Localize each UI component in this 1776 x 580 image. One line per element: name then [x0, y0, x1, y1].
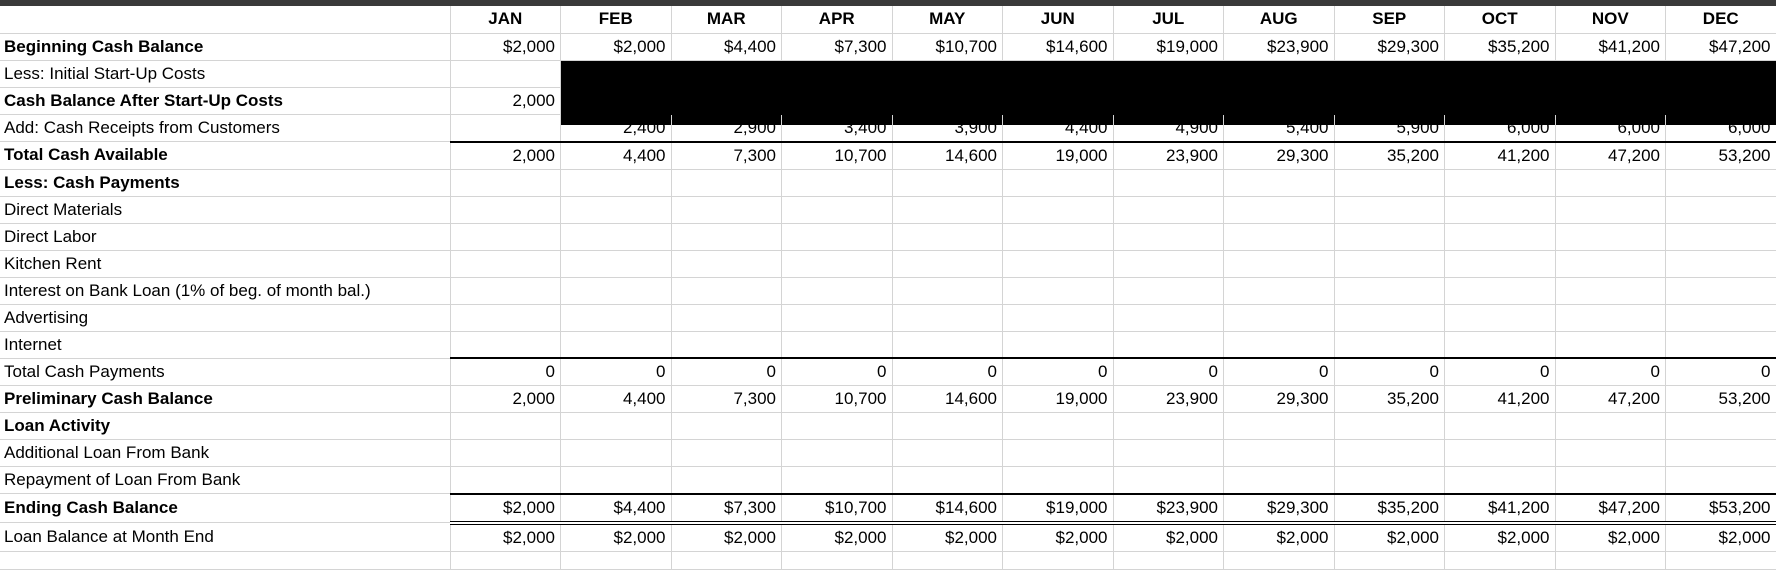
- cell-apr[interactable]: [782, 60, 893, 87]
- empty-cell[interactable]: [561, 551, 672, 569]
- cell-apr[interactable]: [782, 87, 893, 114]
- cell-apr[interactable]: [782, 169, 893, 196]
- cell-feb[interactable]: [561, 277, 672, 304]
- cell-jan[interactable]: [450, 223, 561, 250]
- month-header-dec[interactable]: DEC: [1666, 6, 1776, 33]
- cell-jan[interactable]: $2,000: [450, 523, 561, 552]
- cell-may[interactable]: 0: [892, 358, 1003, 386]
- cell-jun[interactable]: $19,000: [1003, 494, 1114, 523]
- cell-mar[interactable]: [671, 440, 782, 467]
- cell-mar[interactable]: [671, 304, 782, 331]
- row-label[interactable]: Ending Cash Balance: [0, 494, 450, 523]
- cell-jun[interactable]: [1003, 250, 1114, 277]
- cell-jan[interactable]: [450, 60, 561, 87]
- cell-jun[interactable]: $14,600: [1003, 33, 1114, 60]
- cell-sep[interactable]: [1334, 196, 1445, 223]
- cell-aug[interactable]: [1224, 304, 1335, 331]
- cell-jul[interactable]: [1113, 467, 1224, 494]
- month-header-apr[interactable]: APR: [782, 6, 893, 33]
- cell-jun[interactable]: [1003, 277, 1114, 304]
- cell-may[interactable]: 14,600: [892, 142, 1003, 170]
- month-header-may[interactable]: MAY: [892, 6, 1003, 33]
- cell-may[interactable]: [892, 60, 1003, 87]
- row-label[interactable]: Direct Labor: [0, 223, 450, 250]
- cell-jan[interactable]: [450, 169, 561, 196]
- cell-mar[interactable]: [671, 169, 782, 196]
- cell-jan[interactable]: $2,000: [450, 494, 561, 523]
- cell-mar[interactable]: [671, 277, 782, 304]
- cell-may[interactable]: $14,600: [892, 494, 1003, 523]
- row-label[interactable]: Internet: [0, 331, 450, 358]
- cell-dec[interactable]: $2,000: [1666, 523, 1776, 552]
- row-total-cash-payments: [0, 358, 1776, 386]
- cell-jul[interactable]: [1113, 304, 1224, 331]
- cell-jul[interactable]: 0: [1113, 358, 1224, 386]
- cell-oct[interactable]: [1445, 223, 1556, 250]
- empty-cell[interactable]: [1113, 551, 1224, 569]
- cell-nov[interactable]: [1555, 196, 1666, 223]
- cell-sep[interactable]: [1334, 467, 1445, 494]
- cell-feb[interactable]: [561, 413, 672, 440]
- cell-mar[interactable]: [671, 413, 782, 440]
- cell-jul[interactable]: 4,900: [1113, 114, 1224, 142]
- cell-jul[interactable]: $2,000: [1113, 523, 1224, 552]
- month-header-sep[interactable]: SEP: [1334, 6, 1445, 33]
- row-additional-loan-from-bank: [0, 440, 1776, 467]
- cell-aug[interactable]: $29,300: [1224, 494, 1335, 523]
- cell-may[interactable]: [892, 196, 1003, 223]
- row-kitchen-rent: [0, 250, 1776, 277]
- cell-oct[interactable]: $35,200: [1445, 33, 1556, 60]
- cell-aug[interactable]: [1224, 169, 1335, 196]
- cell-mar[interactable]: $7,300: [671, 494, 782, 523]
- cell-nov[interactable]: [1555, 331, 1666, 358]
- cell-oct[interactable]: 6,000: [1445, 114, 1556, 142]
- cell-jul[interactable]: 23,900: [1113, 142, 1224, 170]
- cell-jan[interactable]: [450, 413, 561, 440]
- empty-cell[interactable]: [1666, 551, 1776, 569]
- cell-sep[interactable]: [1334, 60, 1445, 87]
- cell-dec[interactable]: [1666, 440, 1776, 467]
- row-label[interactable]: Cash Balance After Start-Up Costs: [0, 87, 450, 114]
- cell-aug[interactable]: [1224, 331, 1335, 358]
- cell-jan[interactable]: 2,000: [450, 142, 561, 170]
- cell-jan[interactable]: 2,000: [450, 386, 561, 413]
- cell-jun[interactable]: 0: [1003, 358, 1114, 386]
- cell-jul[interactable]: [1113, 250, 1224, 277]
- cell-nov[interactable]: [1555, 467, 1666, 494]
- row-cash-balance-after-start-up-costs: [0, 87, 1776, 114]
- row-ending-cash-balance: [0, 494, 1776, 523]
- cell-nov[interactable]: [1555, 223, 1666, 250]
- row-label[interactable]: Less: Cash Payments: [0, 169, 450, 196]
- row-beginning-cash-balance: [0, 33, 1776, 60]
- cell-jun[interactable]: [1003, 87, 1114, 114]
- cell-aug[interactable]: [1224, 440, 1335, 467]
- cell-oct[interactable]: 41,200: [1445, 386, 1556, 413]
- cell-oct[interactable]: [1445, 250, 1556, 277]
- cell-apr[interactable]: [782, 250, 893, 277]
- cell-may[interactable]: [892, 87, 1003, 114]
- cell-jul[interactable]: [1113, 87, 1224, 114]
- cell-oct[interactable]: 41,200: [1445, 142, 1556, 170]
- cell-jan[interactable]: [450, 331, 561, 358]
- cell-jul[interactable]: [1113, 169, 1224, 196]
- cell-dec[interactable]: [1666, 331, 1776, 358]
- month-header-oct[interactable]: OCT: [1445, 6, 1556, 33]
- cell-mar[interactable]: [671, 467, 782, 494]
- cell-mar[interactable]: [671, 331, 782, 358]
- cell-nov[interactable]: 47,200: [1555, 386, 1666, 413]
- empty-cell[interactable]: [450, 551, 561, 569]
- cell-nov[interactable]: [1555, 250, 1666, 277]
- row-direct-labor: [0, 223, 1776, 250]
- cell-nov[interactable]: 47,200: [1555, 142, 1666, 170]
- cell-sep[interactable]: [1334, 440, 1445, 467]
- cell-mar[interactable]: 7,300: [671, 142, 782, 170]
- cell-jun[interactable]: $2,000: [1003, 523, 1114, 552]
- cell-dec[interactable]: 53,200: [1666, 386, 1776, 413]
- empty-cell[interactable]: [1555, 551, 1666, 569]
- cell-jan[interactable]: 2,000: [450, 87, 561, 114]
- row-label[interactable]: Repayment of Loan From Bank: [0, 467, 450, 494]
- cell-jul[interactable]: [1113, 223, 1224, 250]
- cell-may[interactable]: 14,600: [892, 386, 1003, 413]
- cell-oct[interactable]: [1445, 467, 1556, 494]
- cell-jul[interactable]: [1113, 331, 1224, 358]
- cell-aug[interactable]: [1224, 277, 1335, 304]
- cell-aug[interactable]: [1224, 250, 1335, 277]
- cell-oct[interactable]: [1445, 196, 1556, 223]
- cell-sep[interactable]: 5,900: [1334, 114, 1445, 142]
- cell-dec[interactable]: [1666, 467, 1776, 494]
- cell-may[interactable]: [892, 304, 1003, 331]
- row-loan-balance-at-month-end: [0, 523, 1776, 552]
- cell-sep[interactable]: 35,200: [1334, 142, 1445, 170]
- cell-may[interactable]: [892, 440, 1003, 467]
- row-label[interactable]: Kitchen Rent: [0, 250, 450, 277]
- empty-cell[interactable]: [1003, 551, 1114, 569]
- cell-nov[interactable]: [1555, 87, 1666, 114]
- cell-apr[interactable]: $2,000: [782, 523, 893, 552]
- cell-jun[interactable]: [1003, 440, 1114, 467]
- cell-aug[interactable]: $23,900: [1224, 33, 1335, 60]
- row-advertising: [0, 304, 1776, 331]
- cell-aug[interactable]: [1224, 413, 1335, 440]
- cell-jun[interactable]: [1003, 413, 1114, 440]
- cell-mar[interactable]: 2,900: [671, 114, 782, 142]
- cell-dec[interactable]: [1666, 413, 1776, 440]
- cell-may[interactable]: [892, 277, 1003, 304]
- cell-aug[interactable]: [1224, 196, 1335, 223]
- cell-apr[interactable]: [782, 196, 893, 223]
- cell-feb[interactable]: [561, 304, 672, 331]
- cell-sep[interactable]: $29,300: [1334, 33, 1445, 60]
- month-header-jan[interactable]: JAN: [450, 6, 561, 33]
- cell-dec[interactable]: 53,200: [1666, 142, 1776, 170]
- cell-mar[interactable]: [671, 196, 782, 223]
- cell-aug[interactable]: 29,300: [1224, 142, 1335, 170]
- cell-apr[interactable]: [782, 440, 893, 467]
- month-header-feb[interactable]: FEB: [561, 6, 672, 33]
- empty-row: [0, 551, 1776, 569]
- cell-nov[interactable]: $47,200: [1555, 494, 1666, 523]
- row-preliminary-cash-balance: [0, 386, 1776, 413]
- cell-jun[interactable]: [1003, 169, 1114, 196]
- cell-aug[interactable]: [1224, 223, 1335, 250]
- cell-jan[interactable]: [450, 440, 561, 467]
- cell-apr[interactable]: [782, 331, 893, 358]
- cell-aug[interactable]: [1224, 60, 1335, 87]
- cell-jul[interactable]: $23,900: [1113, 494, 1224, 523]
- cell-jun[interactable]: [1003, 223, 1114, 250]
- month-header-jul[interactable]: JUL: [1113, 6, 1224, 33]
- cell-apr[interactable]: [782, 223, 893, 250]
- row-label[interactable]: Interest on Bank Loan (1% of beg. of month bal.): [0, 277, 450, 304]
- cell-jul[interactable]: [1113, 413, 1224, 440]
- cell-oct[interactable]: [1445, 440, 1556, 467]
- cell-feb[interactable]: $2,000: [561, 523, 672, 552]
- cell-jul[interactable]: 23,900: [1113, 386, 1224, 413]
- cell-dec[interactable]: [1666, 87, 1776, 114]
- cell-nov[interactable]: [1555, 60, 1666, 87]
- cell-nov[interactable]: $41,200: [1555, 33, 1666, 60]
- cell-jun[interactable]: 19,000: [1003, 142, 1114, 170]
- cell-dec[interactable]: [1666, 304, 1776, 331]
- cell-nov[interactable]: $2,000: [1555, 523, 1666, 552]
- cell-oct[interactable]: [1445, 304, 1556, 331]
- cell-jul[interactable]: [1113, 440, 1224, 467]
- month-header-jun[interactable]: JUN: [1003, 6, 1114, 33]
- month-header-mar[interactable]: MAR: [671, 6, 782, 33]
- cell-nov[interactable]: 6,000: [1555, 114, 1666, 142]
- cell-oct[interactable]: 0: [1445, 358, 1556, 386]
- cell-jan[interactable]: [450, 467, 561, 494]
- cell-sep[interactable]: [1334, 169, 1445, 196]
- cell-jun[interactable]: [1003, 331, 1114, 358]
- row-label[interactable]: Loan Activity: [0, 413, 450, 440]
- cell-may[interactable]: 3,900: [892, 114, 1003, 142]
- cell-may[interactable]: [892, 223, 1003, 250]
- month-header-aug[interactable]: AUG: [1224, 6, 1335, 33]
- cell-nov[interactable]: 0: [1555, 358, 1666, 386]
- cell-jul[interactable]: [1113, 277, 1224, 304]
- cell-sep[interactable]: 35,200: [1334, 386, 1445, 413]
- cell-feb[interactable]: [561, 60, 672, 87]
- cell-feb[interactable]: $2,000: [561, 33, 672, 60]
- cell-sep[interactable]: 0: [1334, 358, 1445, 386]
- cell-oct[interactable]: [1445, 413, 1556, 440]
- cell-mar[interactable]: [671, 250, 782, 277]
- cell-sep[interactable]: [1334, 277, 1445, 304]
- cell-nov[interactable]: [1555, 413, 1666, 440]
- cell-oct[interactable]: [1445, 169, 1556, 196]
- cell-mar[interactable]: 7,300: [671, 386, 782, 413]
- cell-feb[interactable]: [561, 331, 672, 358]
- cell-feb[interactable]: [561, 467, 672, 494]
- cell-nov[interactable]: [1555, 304, 1666, 331]
- header-corner-cell[interactable]: [0, 6, 450, 33]
- cell-sep[interactable]: $2,000: [1334, 523, 1445, 552]
- cell-jan[interactable]: $2,000: [450, 33, 561, 60]
- cell-mar[interactable]: [671, 60, 782, 87]
- row-less-initial-start-up-costs: [0, 60, 1776, 87]
- row-label[interactable]: Loan Balance at Month End: [0, 523, 450, 552]
- cell-may[interactable]: [892, 467, 1003, 494]
- cell-dec[interactable]: [1666, 250, 1776, 277]
- month-header-row: [0, 6, 1776, 33]
- cell-feb[interactable]: [561, 196, 672, 223]
- cell-apr[interactable]: $10,700: [782, 494, 893, 523]
- cell-oct[interactable]: $2,000: [1445, 523, 1556, 552]
- cell-apr[interactable]: [782, 277, 893, 304]
- cell-aug[interactable]: 5,400: [1224, 114, 1335, 142]
- row-repayment-of-loan-from-bank: [0, 467, 1776, 494]
- cell-apr[interactable]: [782, 467, 893, 494]
- row-loan-activity: [0, 413, 1776, 440]
- cell-feb[interactable]: [561, 440, 672, 467]
- cell-nov[interactable]: [1555, 440, 1666, 467]
- row-label[interactable]: Beginning Cash Balance: [0, 33, 450, 60]
- cell-jan[interactable]: [450, 277, 561, 304]
- cell-aug[interactable]: [1224, 87, 1335, 114]
- cell-feb[interactable]: 4,400: [561, 386, 672, 413]
- cell-dec[interactable]: [1666, 223, 1776, 250]
- cell-apr[interactable]: [782, 304, 893, 331]
- cell-may[interactable]: [892, 169, 1003, 196]
- cell-may[interactable]: [892, 413, 1003, 440]
- cell-sep[interactable]: [1334, 223, 1445, 250]
- cell-jan[interactable]: [450, 250, 561, 277]
- cell-sep[interactable]: [1334, 331, 1445, 358]
- cell-may[interactable]: $10,700: [892, 33, 1003, 60]
- row-label[interactable]: Preliminary Cash Balance: [0, 386, 450, 413]
- cell-nov[interactable]: [1555, 277, 1666, 304]
- cell-dec[interactable]: [1666, 60, 1776, 87]
- cell-mar[interactable]: $2,000: [671, 523, 782, 552]
- row-label[interactable]: Total Cash Available: [0, 142, 450, 170]
- row-label[interactable]: Additional Loan From Bank: [0, 440, 450, 467]
- cell-jun[interactable]: [1003, 467, 1114, 494]
- month-header-nov[interactable]: NOV: [1555, 6, 1666, 33]
- cell-feb[interactable]: [561, 87, 672, 114]
- cell-nov[interactable]: [1555, 169, 1666, 196]
- row-label[interactable]: Less: Initial Start-Up Costs: [0, 60, 450, 87]
- cell-jul[interactable]: $19,000: [1113, 33, 1224, 60]
- cell-jan[interactable]: 0: [450, 358, 561, 386]
- cell-may[interactable]: $2,000: [892, 523, 1003, 552]
- cell-jun[interactable]: 19,000: [1003, 386, 1114, 413]
- cell-jun[interactable]: [1003, 60, 1114, 87]
- row-label[interactable]: Advertising: [0, 304, 450, 331]
- cell-apr[interactable]: [782, 413, 893, 440]
- cell-dec[interactable]: 6,000: [1666, 114, 1776, 142]
- cell-jan[interactable]: [450, 196, 561, 223]
- cell-apr[interactable]: 10,700: [782, 142, 893, 170]
- cell-aug[interactable]: [1224, 467, 1335, 494]
- cell-dec[interactable]: $53,200: [1666, 494, 1776, 523]
- cell-mar[interactable]: [671, 87, 782, 114]
- cell-jul[interactable]: [1113, 196, 1224, 223]
- cell-feb[interactable]: 2,400: [561, 114, 672, 142]
- cell-oct[interactable]: [1445, 331, 1556, 358]
- cell-aug[interactable]: 0: [1224, 358, 1335, 386]
- row-less-cash-payments: [0, 169, 1776, 196]
- cell-sep[interactable]: [1334, 87, 1445, 114]
- cell-sep[interactable]: [1334, 413, 1445, 440]
- cell-oct[interactable]: [1445, 277, 1556, 304]
- cell-dec[interactable]: $47,200: [1666, 33, 1776, 60]
- row-label[interactable]: Direct Materials: [0, 196, 450, 223]
- cell-jun[interactable]: 4,400: [1003, 114, 1114, 142]
- cell-jan[interactable]: [450, 304, 561, 331]
- empty-cell[interactable]: [1445, 551, 1556, 569]
- row-total-cash-available: [0, 142, 1776, 170]
- row-interest-on-bank-loan-1-of-beg-of-month-bal: [0, 277, 1776, 304]
- cell-may[interactable]: [892, 331, 1003, 358]
- cash-budget-table: [0, 6, 1776, 570]
- cell-feb[interactable]: 4,400: [561, 142, 672, 170]
- row-add-cash-receipts-from-customers: [0, 114, 1776, 142]
- cell-dec[interactable]: 0: [1666, 358, 1776, 386]
- cell-oct[interactable]: [1445, 87, 1556, 114]
- cell-mar[interactable]: [671, 223, 782, 250]
- cell-feb[interactable]: 0: [561, 358, 672, 386]
- cell-mar[interactable]: 0: [671, 358, 782, 386]
- cell-apr[interactable]: 3,400: [782, 114, 893, 142]
- cell-feb[interactable]: [561, 250, 672, 277]
- empty-cell[interactable]: [892, 551, 1003, 569]
- cell-dec[interactable]: [1666, 196, 1776, 223]
- empty-cell[interactable]: [0, 551, 450, 569]
- cell-aug[interactable]: 29,300: [1224, 386, 1335, 413]
- cell-sep[interactable]: [1334, 250, 1445, 277]
- row-label[interactable]: Add: Cash Receipts from Customers: [0, 114, 450, 142]
- cell-apr[interactable]: 10,700: [782, 386, 893, 413]
- cell-dec[interactable]: [1666, 277, 1776, 304]
- cell-jan[interactable]: [450, 114, 561, 142]
- cell-may[interactable]: [892, 250, 1003, 277]
- cell-feb[interactable]: [561, 223, 672, 250]
- cell-sep[interactable]: $35,200: [1334, 494, 1445, 523]
- row-internet: [0, 331, 1776, 358]
- cell-apr[interactable]: 0: [782, 358, 893, 386]
- empty-cell[interactable]: [1224, 551, 1335, 569]
- cell-apr[interactable]: $7,300: [782, 33, 893, 60]
- cell-jul[interactable]: [1113, 60, 1224, 87]
- cell-feb[interactable]: $4,400: [561, 494, 672, 523]
- cell-mar[interactable]: $4,400: [671, 33, 782, 60]
- empty-cell[interactable]: [782, 551, 893, 569]
- cell-oct[interactable]: $41,200: [1445, 494, 1556, 523]
- row-label[interactable]: Total Cash Payments: [0, 358, 450, 386]
- cell-oct[interactable]: [1445, 60, 1556, 87]
- cell-dec[interactable]: [1666, 169, 1776, 196]
- empty-cell[interactable]: [671, 551, 782, 569]
- cell-feb[interactable]: [561, 169, 672, 196]
- row-direct-materials: [0, 196, 1776, 223]
- cell-aug[interactable]: $2,000: [1224, 523, 1335, 552]
- empty-cell[interactable]: [1334, 551, 1445, 569]
- cell-sep[interactable]: [1334, 304, 1445, 331]
- cell-jun[interactable]: [1003, 196, 1114, 223]
- cell-jun[interactable]: [1003, 304, 1114, 331]
